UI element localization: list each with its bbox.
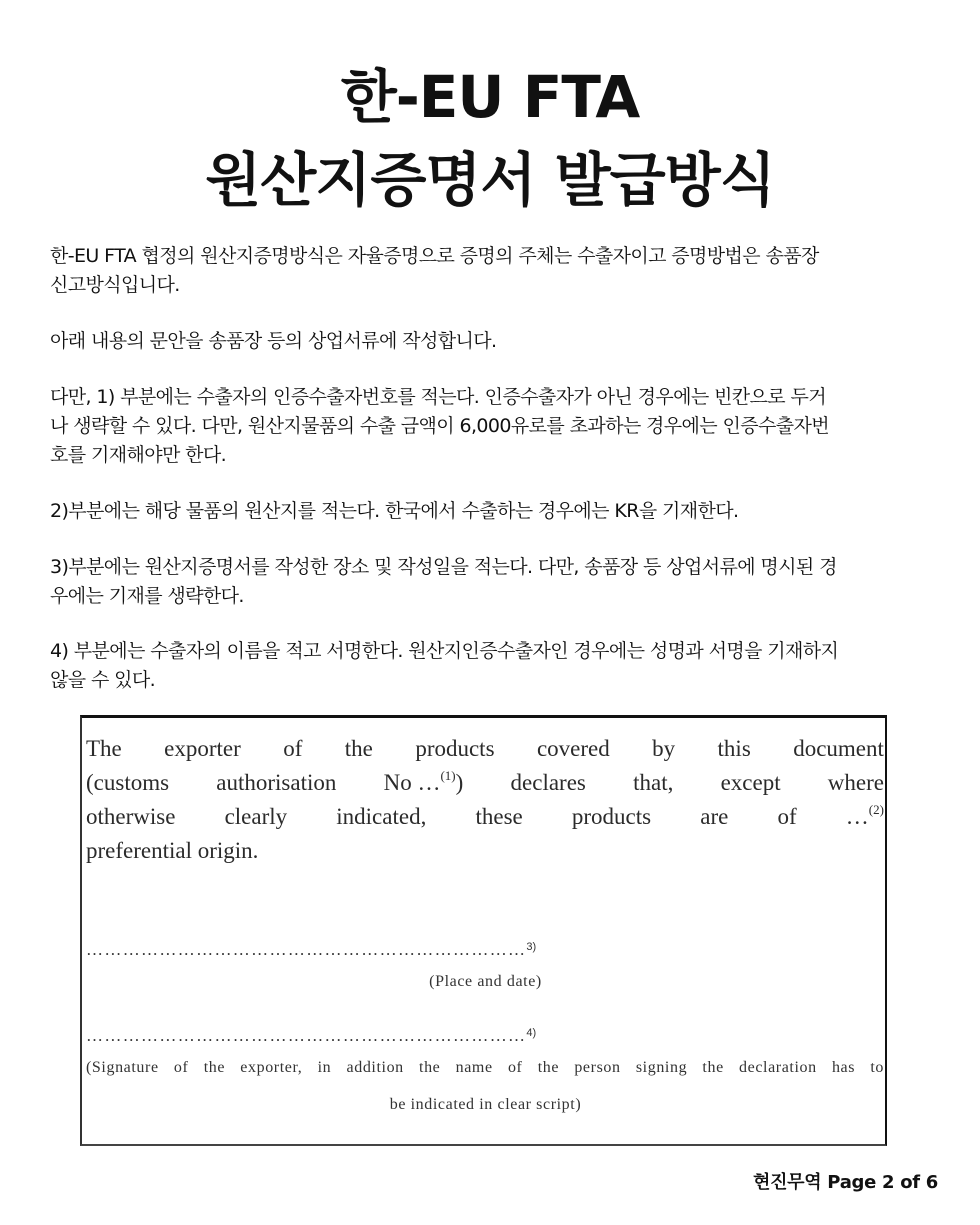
word: products	[571, 804, 652, 829]
word: (customs	[86, 770, 170, 795]
place-date-caption: (Place and date)	[429, 973, 542, 990]
footnote-marker-2: (2)	[868, 802, 884, 817]
note-4-paragraph	[50, 637, 930, 695]
intro-line-1: 한-EU FTA 협정의 원산지증명방식은 자율증명으로 증명의 주체는 수출자이고 증명방법은 송품장	[50, 245, 819, 267]
signature-caption-line-2: be indicated in clear script)	[389, 1096, 582, 1113]
word: exporter	[164, 736, 241, 761]
word: of	[777, 804, 797, 829]
word: No …	[383, 770, 441, 795]
page-title-line-1: 한-EU FTA	[340, 63, 640, 131]
word: the	[344, 736, 373, 761]
dotted-line: ………………………………………………………………	[86, 1026, 527, 1045]
word: by	[652, 736, 676, 761]
word: products	[415, 736, 495, 761]
note-3-line-1: 3)부분에는 원산지증명서를 작성한 장소 및 작성일을 적는다. 다만, 송품장 등 상업서류에 명시된 경	[50, 556, 837, 578]
word: clearly	[224, 804, 288, 829]
word: this	[717, 736, 751, 761]
footnote-marker-3: 3)	[526, 941, 537, 953]
word: indicated,	[336, 804, 427, 829]
signature-caption-line-1: (Signature of the exporter, in addition the name of the person signing the declaration has to	[86, 1059, 884, 1076]
note-1-paragraph	[50, 383, 930, 470]
footnote-marker-1: (1)	[440, 768, 456, 783]
origin-declaration-box	[80, 715, 887, 1146]
place-date-line	[86, 940, 536, 960]
word: authorisation	[216, 770, 337, 795]
word: otherwise	[86, 804, 176, 829]
note-3-line-2: 우에는 기재를 생략한다.	[50, 585, 244, 607]
word: are	[700, 804, 729, 829]
dotted-line: ………………………………………………………………	[86, 940, 527, 959]
note-2-paragraph	[50, 497, 930, 526]
authorisation-number-placeholder	[384, 766, 464, 800]
declaration-line-3	[86, 800, 884, 834]
word: document	[793, 736, 884, 761]
note-4-line-2: 않을 수 있다.	[50, 669, 156, 691]
word: preferential origin.	[86, 838, 259, 863]
declaration-line-1	[86, 732, 884, 766]
instruction-line-1: 아래 내용의 문안을 송품장 등의 상업서류에 작성합니다.	[50, 330, 497, 352]
declaration-text	[86, 732, 884, 868]
word: of	[283, 736, 303, 761]
note-1-line-1: 다만, 1) 부분에는 수출자의 인증수출자번호를 적는다. 인증수출자가 아닌 경우에는 빈칸으로 두거	[50, 386, 826, 408]
word: that,	[633, 770, 674, 795]
word: where	[827, 770, 884, 795]
word: except	[720, 770, 781, 795]
note-2-line-1: 2)부분에는 해당 물품의 원산지를 적는다. 한국에서 수출하는 경우에는 KR을 기재한다.	[50, 500, 739, 522]
page-title-line-2: 원산지증명서 발급방식	[205, 146, 775, 214]
word: declares	[510, 770, 586, 795]
origin-country-placeholder	[846, 800, 884, 834]
word: The	[86, 736, 122, 761]
word: …	[845, 804, 869, 829]
note-1-line-3: 호를 기재해야만 한다.	[50, 444, 227, 466]
word: covered	[536, 736, 610, 761]
instruction-paragraph	[50, 327, 930, 356]
page-footer: 현진무역 Page 2 of 6	[752, 1172, 938, 1193]
declaration-line-4	[86, 834, 884, 868]
note-4-line-1: 4) 부분에는 수출자의 이름을 적고 서명한다. 원산지인증수출자인 경우에는 성명과 서명을 기재하지	[50, 640, 839, 662]
note-1-line-2: 나 생략할 수 있다. 다만, 원산지물품의 수출 금액이 6,000유로를 초과하는 경우에는 인증수출자번	[50, 415, 830, 437]
signature-line	[86, 1026, 536, 1046]
intro-paragraph	[50, 242, 930, 300]
word: these	[475, 804, 523, 829]
note-3-paragraph	[50, 553, 930, 611]
word: )	[455, 770, 464, 795]
footnote-marker-4: 4)	[526, 1027, 537, 1039]
intro-line-2: 신고방식입니다.	[50, 274, 180, 296]
declaration-line-2	[86, 766, 884, 800]
